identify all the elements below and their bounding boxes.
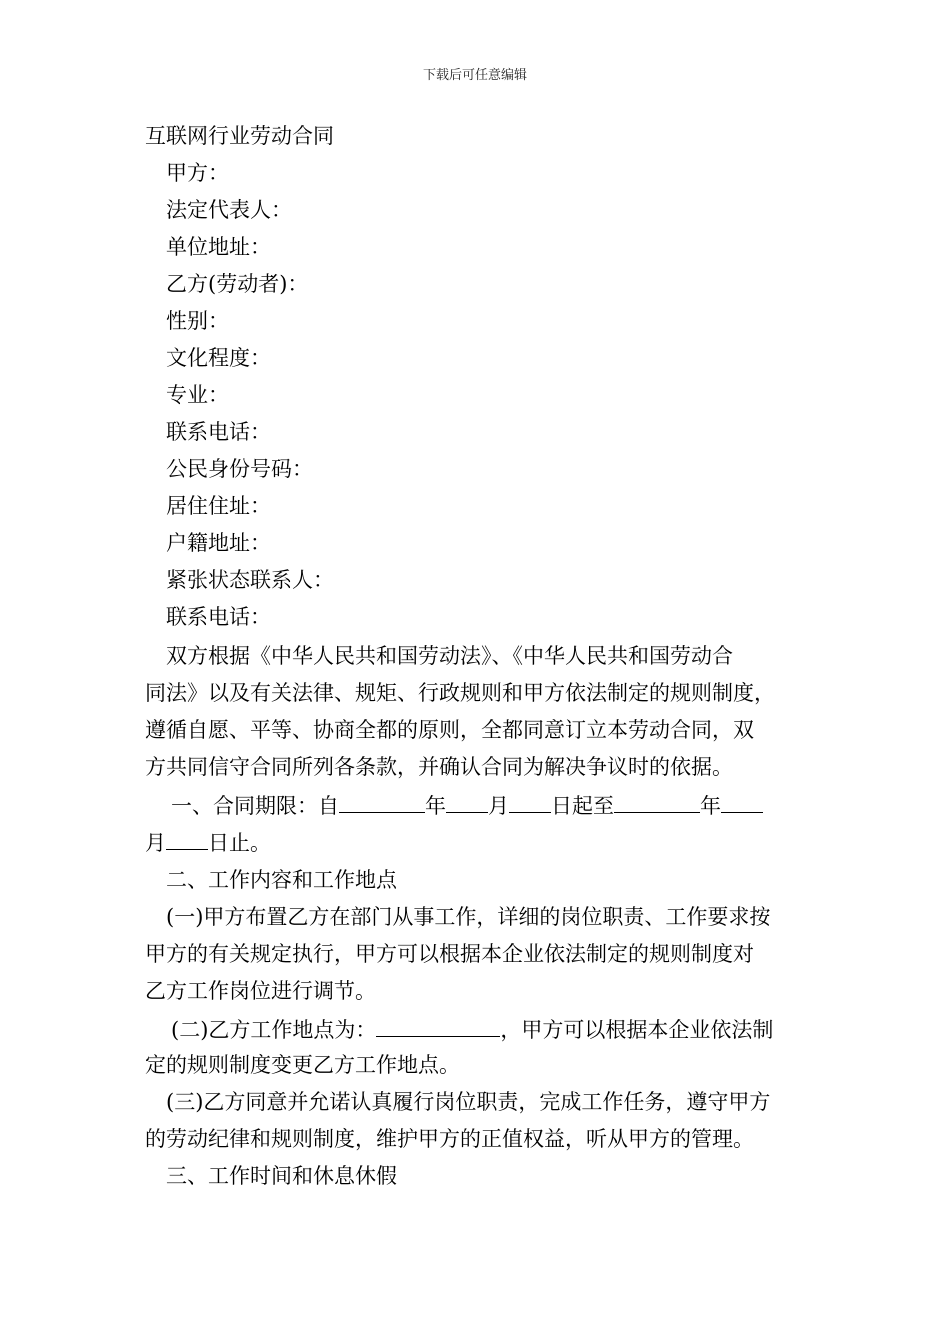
field-emergency-contact: 紧张状态联系人： — [166, 568, 334, 592]
term-year2-label: 年 — [700, 794, 721, 818]
workplace-blank — [376, 1010, 500, 1037]
contract-body — [145, 118, 815, 1195]
term-prefix: 一、合同期限：自 — [171, 794, 339, 818]
end-day-blank — [166, 823, 208, 850]
field-id-number: 公民身份号码： — [166, 457, 313, 481]
field-major: 专业： — [166, 383, 229, 407]
start-day-blank — [509, 786, 551, 813]
term-month2-label: 月 — [145, 831, 166, 855]
term-day-from-label: 日起至 — [551, 794, 614, 818]
term-line-2 — [145, 823, 815, 860]
clause-line: 甲方的有关规定执行，甲方可以根据本企业依法制定的规则制度对 — [145, 942, 754, 966]
clause-line: 的劳动纪律和规则制度，维护甲方的正值权益，听从甲方的管理。 — [145, 1127, 754, 1151]
workplace-prefix: (二)乙方工作地点为： — [171, 1018, 377, 1042]
field-company-address: 单位地址： — [166, 235, 271, 259]
term-year-label: 年 — [425, 794, 446, 818]
section-3-heading: 三、工作时间和休息休假 — [166, 1164, 397, 1188]
document-title: 互联网行业劳动合同 — [145, 124, 334, 148]
start-year-blank — [339, 786, 425, 813]
preamble-line: 方共同信守合同所列各条款，并确认合同为解决争议时的依据。 — [145, 755, 733, 779]
field-gender: 性别： — [166, 309, 229, 333]
section-2-item-3 — [145, 1084, 815, 1158]
preamble-line: 遵循自愿、平等、协商全都的原则，全都同意订立本劳动合同，双 — [145, 718, 754, 742]
field-phone: 联系电话： — [166, 420, 271, 444]
section-2-item-1 — [145, 899, 815, 1010]
term-day-end-label: 日止。 — [208, 831, 271, 855]
end-year-blank — [614, 786, 700, 813]
clause-line: (一)甲方布置乙方在部门从事工作，详细的岗位职责、工作要求按 — [166, 905, 771, 929]
field-party-b: 乙方(劳动者)： — [166, 272, 309, 296]
workplace-line-2: 定的规则制度变更乙方工作地点。 — [145, 1053, 460, 1077]
section-2-item-2 — [145, 1010, 815, 1084]
preamble-paragraph — [145, 638, 815, 786]
field-education: 文化程度： — [166, 346, 271, 370]
field-legal-rep: 法定代表人： — [166, 198, 292, 222]
term-line-1 — [145, 786, 815, 823]
field-emergency-phone: 联系电话： — [166, 605, 271, 629]
page-header-note: 下载后可任意编辑 — [422, 68, 527, 83]
workplace-line-1 — [145, 1010, 815, 1047]
preamble-line: 双方根据《中华人民共和国劳动法》、《中华人民共和国劳动合 — [166, 644, 733, 668]
clause-line: (三)乙方同意并允诺认真履行岗位职责，完成工作任务，遵守甲方 — [166, 1090, 771, 1114]
preamble-line: 同法》以及有关法律、规矩、行政规则和甲方依法制定的规则制度， — [145, 681, 775, 705]
field-party-a: 甲方： — [166, 161, 229, 185]
clause-line: 乙方工作岗位进行调节。 — [145, 979, 376, 1003]
start-month-blank — [446, 786, 488, 813]
end-month-line-blank — [721, 786, 763, 813]
field-household-address: 户籍地址： — [166, 531, 271, 555]
workplace-suffix: ，甲方可以根据本企业依法制 — [500, 1018, 774, 1042]
field-residence: 居住住址： — [166, 494, 271, 518]
section-2-heading: 二、工作内容和工作地点 — [166, 868, 397, 892]
term-month-label: 月 — [488, 794, 509, 818]
contract-term-clause — [145, 786, 815, 860]
